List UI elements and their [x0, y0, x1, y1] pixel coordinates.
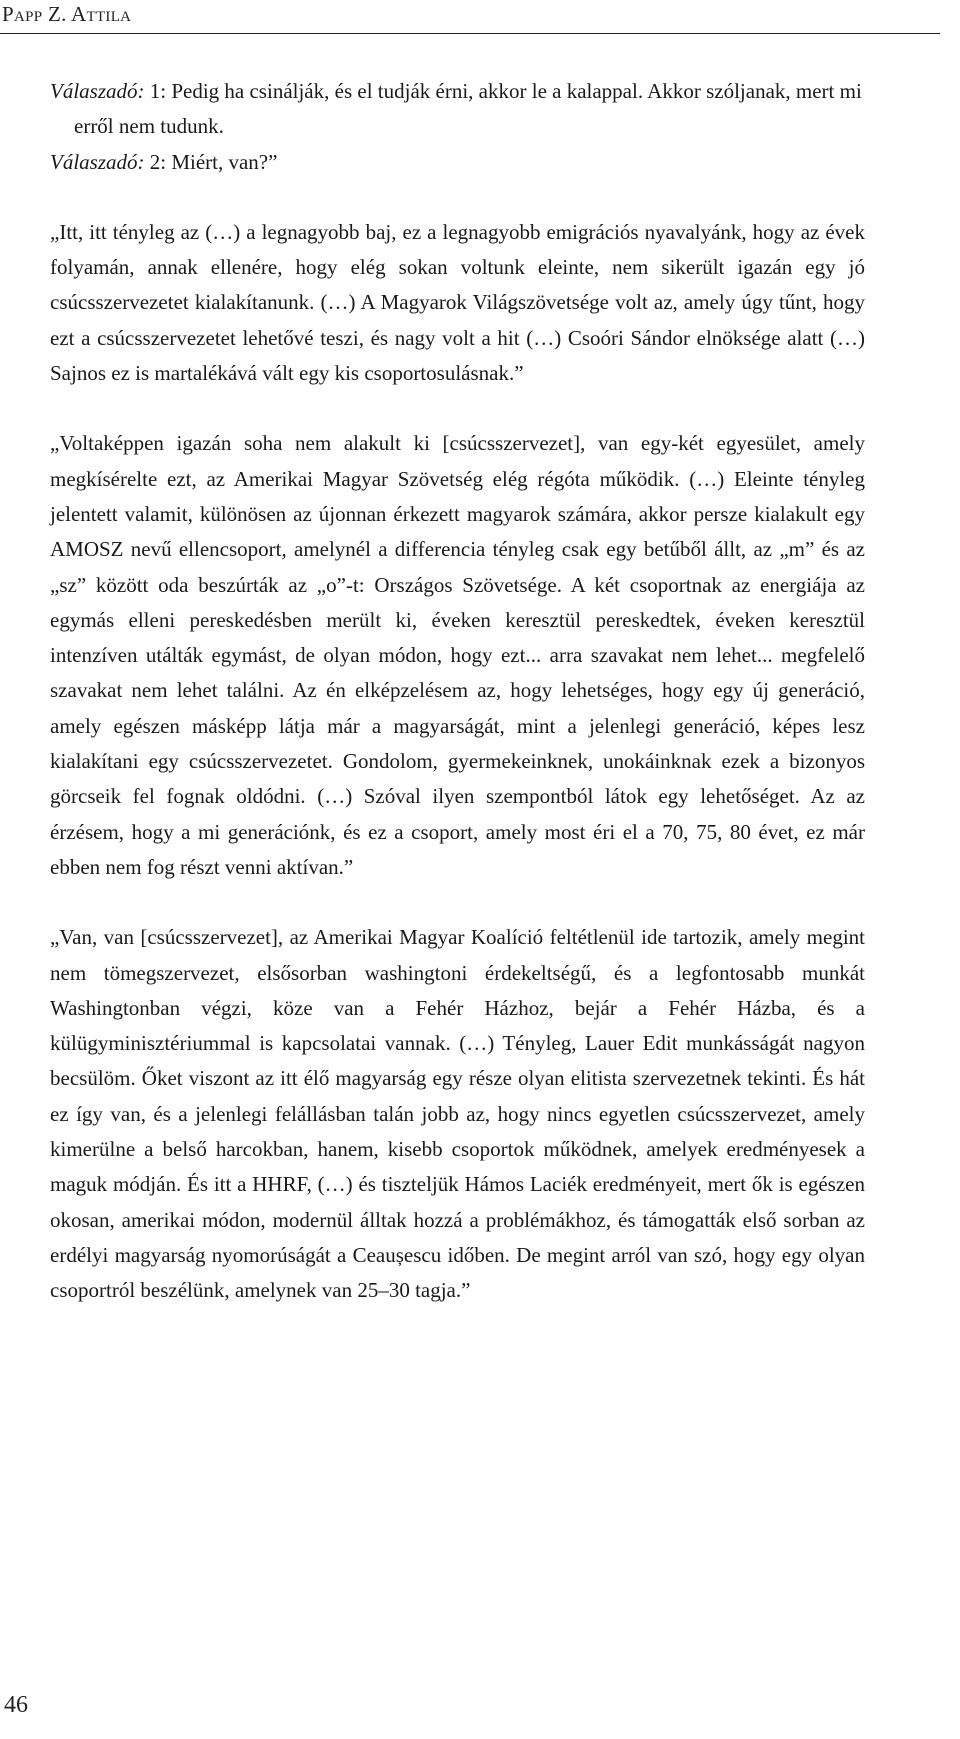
header-rule — [0, 33, 940, 34]
speaker-label: Válaszadó: — [50, 149, 145, 174]
dialogue-text: 1: Pedig ha csinálják, és el tudják érni, akkor le a kalappal. Akkor szóljanak, mert mi erről nem tudunk. — [74, 79, 862, 139]
page-body — [50, 74, 865, 1344]
speaker-label: Válaszadó: — [50, 79, 145, 103]
page-number: 46 — [4, 1692, 28, 1718]
quote-paragraph: „Voltaképpen igazán soha nem alakult ki [csúcsszervezet], van egy-két egyesület, amely megkísérelte ezt, az Amerikai Magyar Szövetség elég régóta működik. (…) Eleinte tényleg jelentett valamit, különösen az újonnan érkezett magyarok számára, akkor persze kialakult egy AMOSZ nevű ellencsoport, amelynél a differencia tényleg csak egy betűből állt, az „m” és az „sz” között oda beszúrták az „o”-t: Országos Szövetsége. A két csoportnak az energiája az egymás elleni pereskedésben merült ki, éveken keresztül pereskedtek, éveken keresztül intenzíven utálták egymást, de olyan módon, hogy ezt... arra szavakat nem lehet... megfelelő szavakat nem lehet találni. Az én elképzelésem az, hogy lehetséges, hogy egy új generáció, amely egészen másképp látja már a magyarságát, mint a jelenlegi generáció, képes lesz kialakítani egy csúcsszervezetet. Gondolom, gyermekeinknek, unokáinknak ezek a bizonyos görcseik fel fognak oldódni. (…) Szóval ilyen szempontból látok egy lehetőséget. Az az érzésem, hogy a mi generációnk, és ez a csoport, amely most éri el a 70, 75, 80 évet, ez már ebben nem fog részt venni aktívan.” — [50, 431, 865, 879]
dialogue-line — [50, 145, 865, 180]
dialogue-block — [50, 74, 865, 180]
running-header — [0, 0, 940, 40]
quote-paragraph: „Itt, itt tényleg az (…) a legnagyobb baj, ez a legnagyobb emigrációs nyavalyánk, hogy az évek folyamán, annak ellenére, hogy elég sokan voltunk eleinte, nem sikerült igazán egy jó csúcsszervezetet kialakítanunk. (…) A Magyarok Világszövetsége volt az, amely úgy tűnt, hogy ezt a csúcsszervezetet lehetővé teszi, és nagy volt a hit (…) Csoóri Sándor elnöksége alatt (…) Sajnos ez is martalékává vált egy kis csoportosulásnak.” — [50, 219, 865, 386]
dialogue-text: 2: Miért, van?” — [144, 149, 278, 174]
dialogue-line — [50, 74, 865, 145]
quote-paragraph: „Van, van [csúcsszervezet], az Amerikai Magyar Koalíció feltétlenül ide tartozik, amely megint nem tömegszervezet, elsősorban washingtoni érdekeltségű, és a legfontosabb munkát Washingtonban végzi, köze van a Fehér Házhoz, bejár a Fehér Házba, és a külügyminisztériummal is kapcsolatai vannak. (…) Tényleg, Lauer Edit munkásságát nagyon becsülöm. Őket viszont az itt élő magyarság egy része olyan elitista szervezetnek tekinti. És hát ez így van, és a jelenlegi felállásban talán jobb az, hogy nincs egyetlen csúcsszervezet, amely kimerülne a belső harcokban, hanem, kisebb csoportok működnek, amelyek eredményesek a maguk módján. És itt a HHRF, (…) és tiszteljük Hámos Laciék eredményeit, mert ők is egészen okosan, amerikai módon, modernül álltak hozzá a problémákhoz, és támogatták első sorban az erdélyi magyarság nyomorúságát a Ceaușescu időben. De megint arról van szó, hogy egy olyan csoportról beszélünk, amelynek van 25–30 tagja.” — [50, 925, 865, 1303]
running-header-author: Papp Z. Attila — [2, 2, 132, 26]
